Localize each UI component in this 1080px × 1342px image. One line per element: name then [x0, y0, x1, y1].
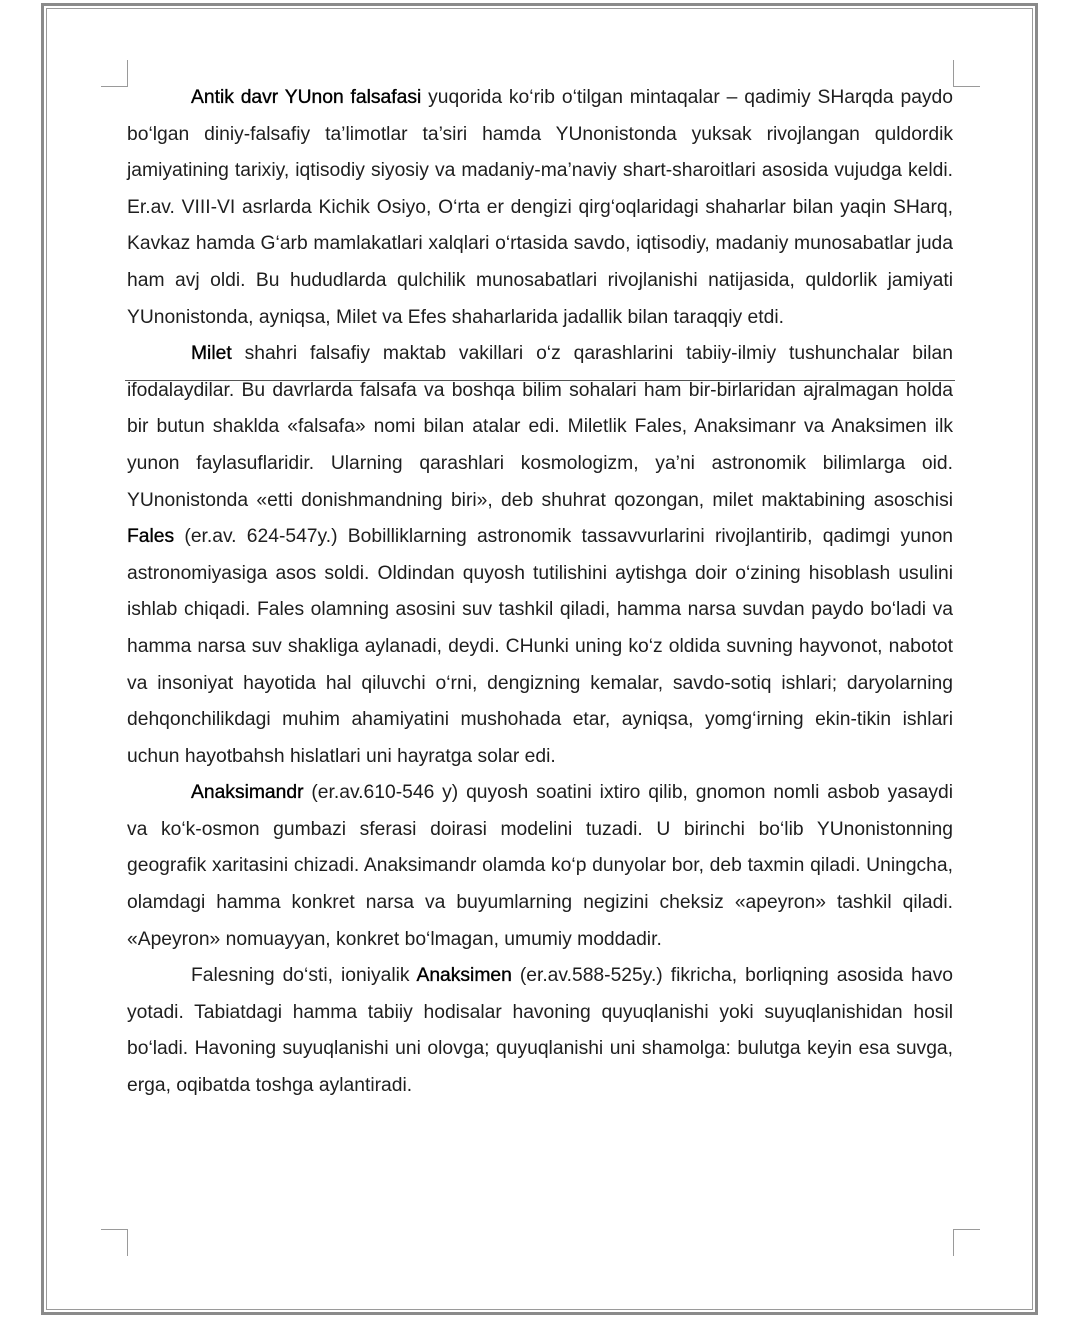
- paragraph-anaksimen: [127, 958, 953, 1104]
- term-fales: Fales: [127, 526, 175, 548]
- term-milet: Milet: [191, 343, 232, 365]
- paragraph-lead: Falesning do‘sti, ioniyalik: [191, 965, 417, 987]
- paragraph-text: (er.av.588-525y.) fikricha, borliqning asosida havo yotadi. Tabiatdagi hamma tabiiy hodisalar havoning quyuqlanishi yoki suyuqlanishidan hosil bo‘ladi. Havoning suyuqlanishi uni olovga; quyuqlanishi uni shamolga: bulutga keyin esa suvga, erga, oqibatda toshga aylantiradi.: [127, 965, 953, 1097]
- margin-corner-top-left: [101, 60, 128, 87]
- margin-corner-bottom-left: [101, 1229, 128, 1256]
- paragraph-anaksimandr: [127, 775, 953, 958]
- term-anaksimen: Anaksimen: [416, 965, 512, 987]
- paragraph-antik-davr: [127, 80, 953, 336]
- term-antik-davr: Antik davr YUnon falsafasi: [191, 87, 422, 108]
- paragraph-text: (er.av.610-546 y) quyosh soatini ixtiro qilib, gnomon nomli asbob yasaydi va ko‘k-osmon gumbazi sferasi doirasi modelini tuzadi. U birinchi bo‘lib YUnonistonning geografik xaritasini chizadi. Anaksimandr olamda ko‘p dunyolar bor, deb taxmin qiladi. Uningcha, olamdagi hamma konkret narsa va buyumlarning negizini cheksiz «apeyron» tashkil qiladi. «Apeyron» nomuayyan, konkret bo‘lmagan, umumiy moddadir.: [127, 782, 953, 950]
- paragraph-text: shahri falsafiy maktab vakillari o‘z qarashlarini tabiiy-ilmiy tushunchalar bilan ifodalaydilar. Bu davrlarda falsafa va boshqa bilim sohalari ham bir-birlaridan ajralmagan holda bir butun shaklda «falsafa» nomi bilan atalar edi. Miletlik Fales, Anaksimanr va Anaksimen ilk yunon faylasuflaridir. Ularning qarashlari kosmologizm, ya’ni astronomik bilimlarga oid. YUnonistonda «etti donishmandning biri», deb shuhrat qozongan, milet maktabining asoschisi: [127, 343, 953, 511]
- document-body: [127, 80, 953, 1105]
- margin-corner-top-right: [953, 60, 980, 87]
- term-anaksimandr: Anaksimandr: [191, 782, 304, 804]
- paragraph-text-continued: (er.av. 624-547y.) Bobilliklarning astronomik tassavvurlarini rivojlantirib, qadimgi yunon astronomiyasiga asos soldi. Oldindan quyosh tutilishini aytishga doir o‘zining hisoblash usulini ishlab chiqadi. Fales olamning asosini suv tashkil qiladi, hamma narsa suvdan paydo bo‘ladi va hamma narsa suv shakliga aylanadi, deydi. CHunki uning ko‘z oldida suvning hayvonot, nabotot va insoniyat hayotida hal qiluvchi o‘rni, dengizning kemalar, savdo-sotiq ishlari; daryolarning dehqonchilikdagi muhim ahamiyatini mushohada etar, ayniqsa, yomg‘irning ekin-tikin ishlari uchun hayotbahsh hislatlari uni hayratga solar edi.: [127, 526, 953, 767]
- margin-corner-bottom-right: [953, 1229, 980, 1256]
- paragraph-text: yuqorida ko‘rib o‘tilgan mintaqalar – qadimiy SHarqda paydo bo‘lgan diniy-falsafiy ta’limotlar ta’siri hamda YUnonistonda yuksak rivojlangan quldordik jamiyatining tarixiy, iqtisodiy siyosiy va madaniy-ma’naviy shart-sharoitlari asosida vujudga keldi. Er.av. VIII-VI asrlarda Kichik Osiyo, O‘rta er dengizi qirg‘oqlaridagi shaharlar bilan yaqin SHarq, Kavkaz hamda G‘arb mamlakatlari xalqlari o‘rtasida savdo, iqtisodiy, madaniy munosabatlar juda ham avj oldi. Bu hududlarda qulchilik munosabatlari rivojlanishi natijasida, quldorlik jamiyati YUnonistonda, ayniqsa, Milet va Efes shaharlarida jadallik bilan taraqqiy etdi.: [127, 87, 953, 328]
- paragraph-milet: [127, 336, 953, 775]
